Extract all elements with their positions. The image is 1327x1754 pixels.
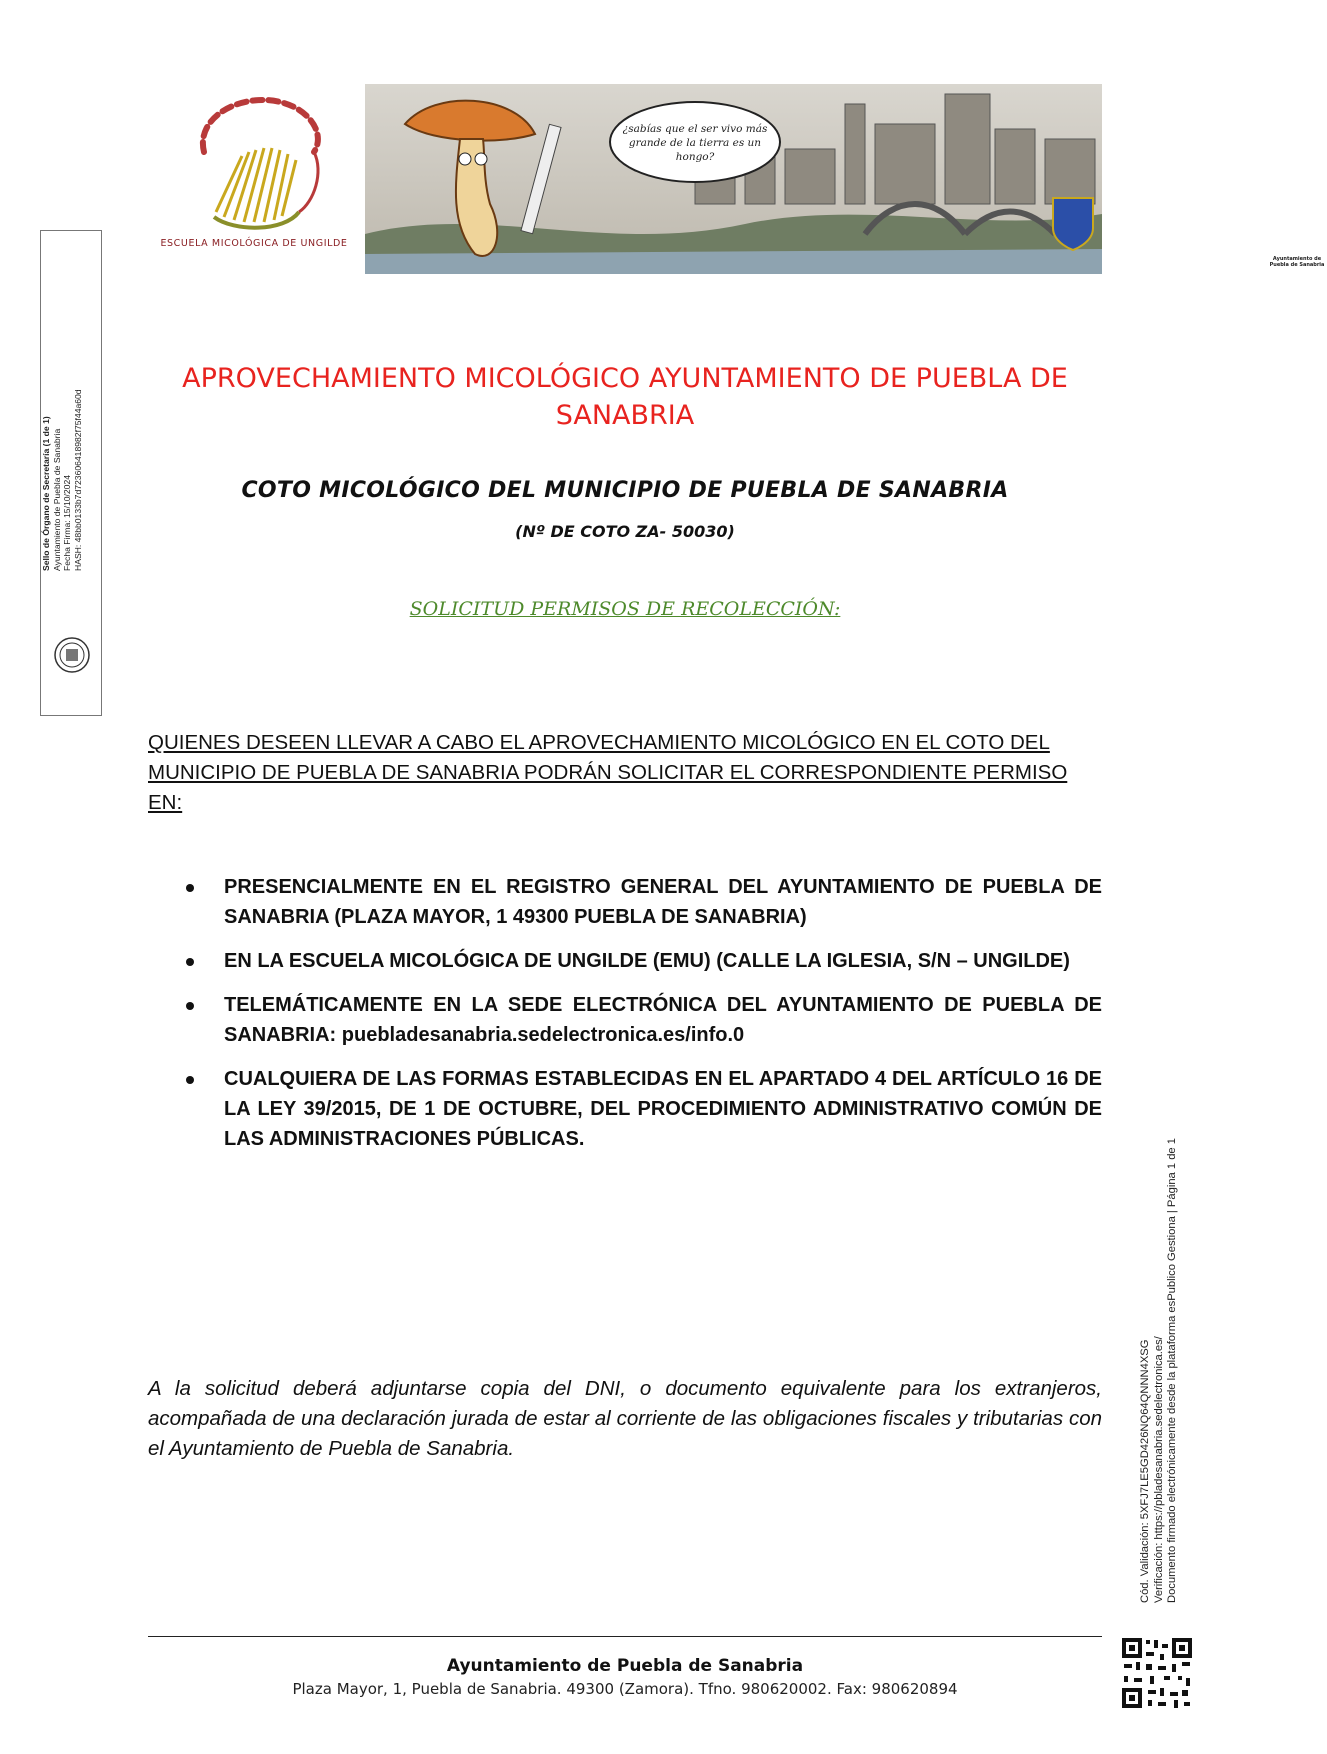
- list-item-text: CUALQUIERA DE LAS FORMAS ESTABLECIDAS EN EL APARTADO 4 DEL ARTÍCULO 16 DE LA LEY 39/2015, DE 1 DE OCTUBRE, DEL PROCEDIMIENTO ADMINISTRATIVO COMÚN DE LAS ADMINISTRACIONES PÚBLICAS.: [224, 1068, 1102, 1150]
- seal-text: [41, 231, 101, 571]
- application-methods-list: [186, 872, 1102, 1168]
- seal-line-4: HASH: 48bb0133b7d723606418982f75f44a60d: [72, 389, 83, 571]
- list-item-text: TELEMÁTICAMENTE EN LA SEDE ELECTRÓNICA DEL AYUNTAMIENTO DE PUEBLA DE SANABRIA: puebladesanabria.sedelectronica.es/info.0: [224, 994, 1102, 1046]
- escuela-micologica-logo: [148, 84, 360, 274]
- footer-organization: Ayuntamiento de Puebla de Sanabria: [446, 1656, 804, 1676]
- coto-subtitle: COTO MICOLÓGICO DEL MUNICIPIO DE PUEBLA DE SANABRIA: [241, 478, 1009, 503]
- list-item-text: EN LA ESCUELA MICOLÓGICA DE UNGILDE (EMU) (CALLE LA IGLESIA, S/N – UNGILDE): [224, 950, 1070, 972]
- verification-platform: Documento firmado electrónicamente desde la plataforma esPublico Gestiona | Página 1 de 1: [1166, 1138, 1178, 1603]
- mushroom-logo-icon: [164, 92, 344, 237]
- footer-address: Plaza Mayor, 1, Puebla de Sanabria. 49300 (Zamora). Tfno. 980620002. Fax: 980620894: [292, 1680, 958, 1698]
- list-item: [186, 872, 1102, 932]
- banner-illustration: [365, 84, 1325, 274]
- qr-code-icon[interactable]: [1120, 1636, 1194, 1710]
- verification-url: Verificación: https://pbladesanabria.sedelectronica.es/: [1152, 1336, 1165, 1603]
- seal-line-2: Ayuntamiento de Puebla de Sanabria: [51, 428, 62, 571]
- verification-strip: [1139, 1083, 1181, 1603]
- logo-caption: ESCUELA MICOLÓGICA DE UNGILDE: [160, 238, 348, 249]
- intro-paragraph: QUIENES DESEEN LLEVAR A CABO EL APROVECHAMIENTO MICOLÓGICO EN EL COTO DEL MUNICIPIO DE PUEBLA DE SANABRIA PODRÁN SOLICITAR EL CORRESPONDIENTE PERMISO EN:: [148, 731, 1068, 814]
- verification-code: Cód. Validación: 5XFJ7LE5GD426NQ64QNNN4XSG: [1139, 1339, 1151, 1603]
- castle-landscape-illustration: [365, 84, 1102, 274]
- requirements-note: A la solicitud deberá adjuntarse copia del DNI, o documento equivalente para los extranjeros, acompañada de una declaración jurada de estar al corriente de las obligaciones fiscales y tributarias con el Ayuntamiento de Puebla de Sanabria.: [148, 1377, 1102, 1460]
- list-item: [186, 946, 1102, 976]
- bullet-icon: [186, 958, 194, 966]
- header-banner: [148, 84, 1325, 274]
- secretaria-seal-stamp: [40, 230, 102, 716]
- list-item: [186, 1064, 1102, 1154]
- page-title: APROVECHAMIENTO MICOLÓGICO AYUNTAMIENTO DE PUEBLA DE SANABRIA: [182, 363, 1068, 431]
- footer-divider: [148, 1636, 1102, 1637]
- seal-line-1: Sello de Órgano de Secretaría (1 de 1): [41, 416, 51, 571]
- bullet-icon: [186, 1002, 194, 1010]
- seal-line-3: Fecha Firma: 15/10/2024: [62, 474, 72, 571]
- solicitud-heading: SOLICITUD PERMISOS DE RECOLECCIÓN:: [409, 598, 841, 620]
- official-seal-icon: [53, 636, 91, 674]
- speech-bubble-text: ¿sabías que el ser vivo más grande de la tierra es un hongo?: [622, 123, 768, 163]
- list-item: [186, 990, 1102, 1050]
- coto-number: (Nº DE COTO ZA- 50030): [515, 522, 735, 541]
- bullet-icon: [186, 1076, 194, 1084]
- bullet-icon: [186, 884, 194, 892]
- list-item-text: PRESENCIALMENTE EN EL REGISTRO GENERAL DEL AYUNTAMIENTO DE PUEBLA DE SANABRIA (PLAZA MAYOR, 1 49300 PUEBLA DE SANABRIA): [224, 876, 1102, 928]
- coat-of-arms-caption: Ayuntamiento de Puebla de Sanabria: [1269, 256, 1325, 268]
